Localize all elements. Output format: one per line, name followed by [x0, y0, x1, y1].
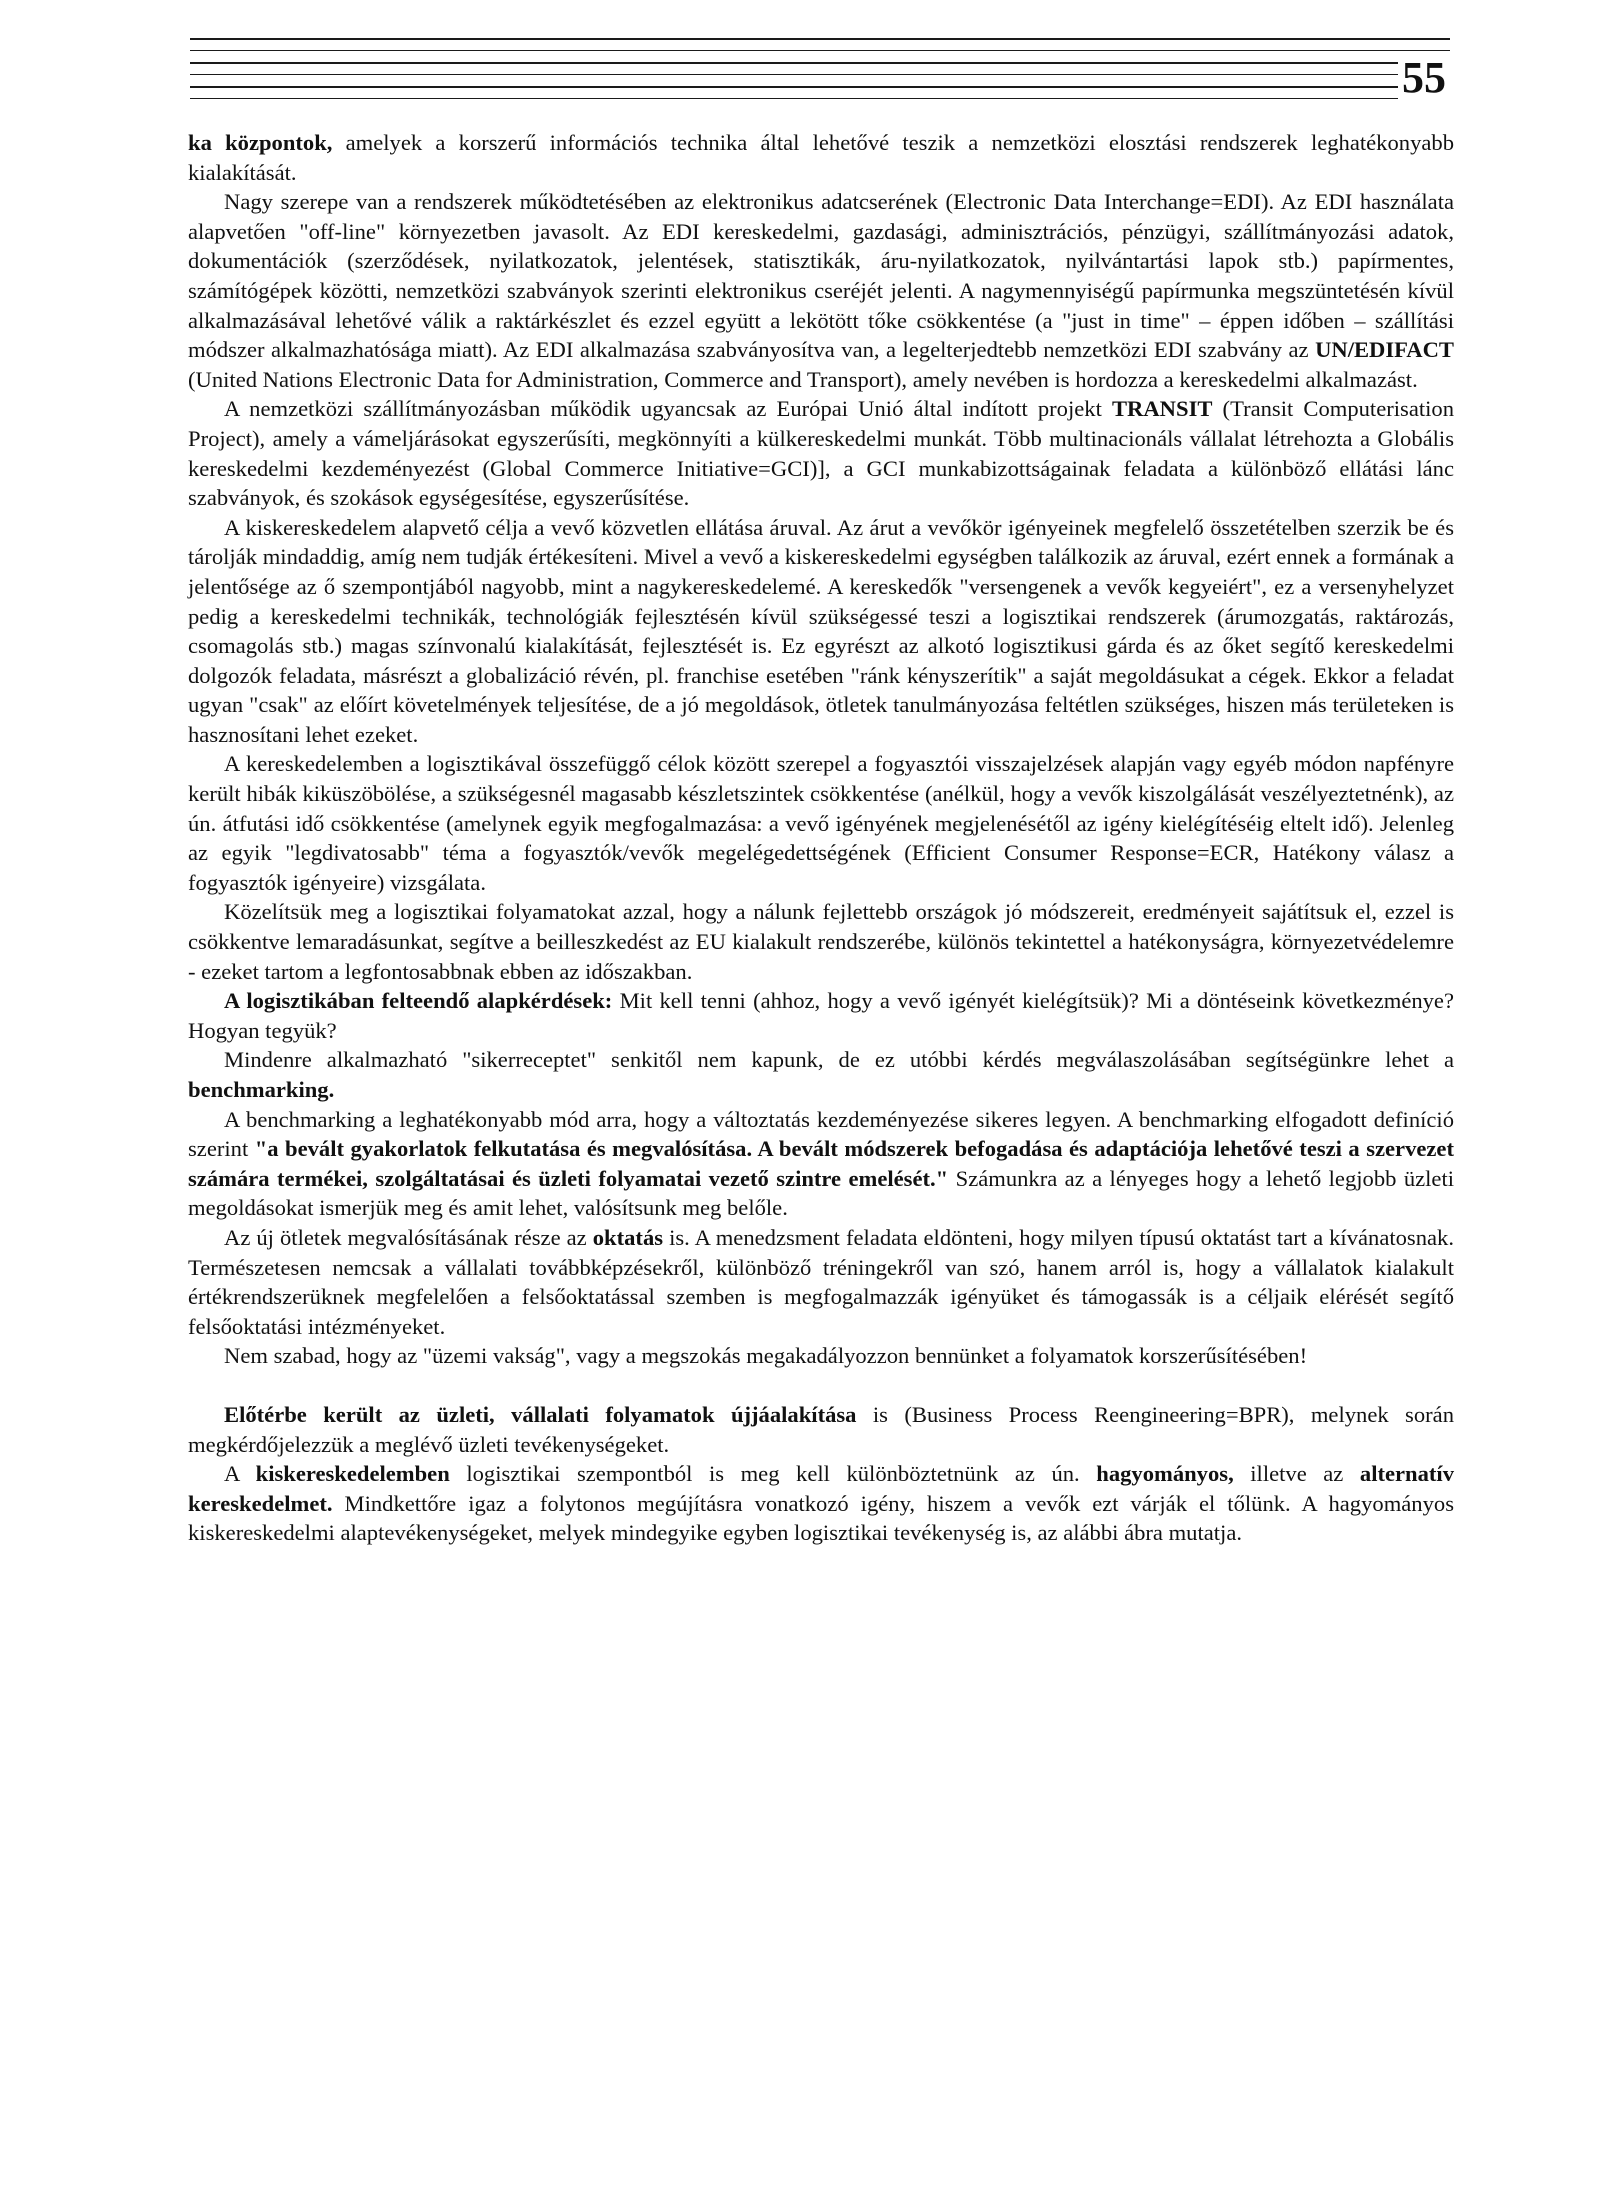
text-run: Közelítsük meg a logisztikai folyamatokat azzal, hogy a nálunk fejlettebb országok jó módszereit, eredményeit sajátítsuk el, ezzel is csökkentve lemaradásunkat, segítve a beilleszkedést az EU kialakult rendszerébe, különös tekintettel a hatékonyságra, környezetvédelemre - ezeket tartom a legfontosabbnak ebben az időszakban.: [188, 899, 1454, 984]
text-run: is (Business Process Reengineering=BPR), melynek során megkérdőjelezzük a meglévő üzleti tevékenységeket.: [188, 1401, 1455, 1457]
text-run: Nem szabad, hogy az "üzemi vakság", vagy a megszokás megakadályozzon bennünket a folyamatok korszerűsítésében!: [224, 1343, 1308, 1369]
paragraph: [188, 187, 1454, 394]
body-text: [188, 128, 1454, 1548]
text-run: Mit kell tenni (ahhoz, hogy a vevő igényét kielégítsük)? Mi a döntéseink következménye? Hogyan tegyük?: [188, 988, 1454, 1043]
bold-term: "a bevált gyakorlatok felkutatása és megvalósítása. A bevált módszerek befogadása és adaptációja lehetővé teszi a szervezet számára termékei, szolgáltatásai és üzleti folyamatai vezető szintre emelését.": [188, 1136, 1454, 1191]
paragraph: [188, 749, 1454, 897]
text-run: Mindkettőre igaz a folytonos megújításra vonatkozó igény, hiszem a vevők ezt várják el tőlünk. A hagyományos kiskereskedelmi alaptevékenységeket, melyek mindegyike egyben logisztikai tevékenység is, az alábbi ábra mutatja.: [188, 1490, 1454, 1546]
header-rule: [190, 50, 1450, 51]
bold-term: ka központok,: [188, 130, 333, 155]
paragraph: [188, 897, 1454, 986]
text-run: is. A menedzsment feladata eldönteni, hogy milyen típusú oktatást tart a kívánatosnak. Természetesen nemcsak a vállalati továbbképzésekről, különböző tréningekről van szó, hanem arról is, hogy a vállalatok kialakult értékrendszerüknek megfelelően a felsőoktatással szemben is megfogalmazzák igényüket és támogassák is a céljaik elérését segítő felsőoktatási intézményeket.: [188, 1224, 1454, 1339]
header-rule: [190, 38, 1450, 40]
header-rule: [190, 62, 1450, 64]
text-run: Mindenre alkalmazható "sikerreceptet" senkitől nem kapunk, de ez utóbbi kérdés megválaszolásában segítségünkre lehet a: [224, 1047, 1454, 1073]
paragraph: [188, 1045, 1454, 1104]
text-run: A kiskereskedelem alapvető célja a vevő közvetlen ellátása áruval. Az árut a vevőkör igényeinek megfelelő összetételben szerzik be és tárolják mindaddig, amíg nem tudják értékesíteni. Mivel a vevő a kiskereskedelmi egységben találkozik az áruval, ezért ennek a formának a jelentősége az ő szempontjából nagyobb, mint a nagykereskedelemé. A kereskedők "versengenek a vevők kegyeiért", ez a versenyhelyzet pedig a kereskedelmi technikák, technológiák fejlesztésén kívül szükségessé teszi a logisztikai rendszerek (árumozgatás, raktározás, csomagolás stb.) magas színvonalú kialakítását, fejlesztését is. Ez egyrészt az alkotó logisztikusi gárda és az őket segítő kereskedelmi dolgozók feladata, másrészt a globalizáció révén, pl. franchise esetében "ránk kényszerítik" a saját megoldásukat a cégek. Ekkor a feladat ugyan "csak" az előírt követelmények teljesítése, de a jó megoldások, ötletek tanulmányozása feltétlen szükséges, hiszen más területeken is hasznosítani lehet ezeket.: [188, 514, 1454, 747]
text-run: logisztikai szempontból is meg kell különböztetnünk az ún.: [449, 1461, 1097, 1487]
paragraph: [188, 128, 1454, 187]
text-run: A: [224, 1461, 256, 1487]
running-header: [190, 28, 1450, 108]
bold-term: alternatív kereskedelmet.: [188, 1461, 1455, 1516]
bold-term: kiskereskedelemben: [255, 1461, 450, 1487]
bold-term: benchmarking.: [188, 1077, 335, 1102]
paragraph: [188, 1223, 1454, 1341]
text-run: A nemzetközi szállítmányozásban működik ugyancsak az Európai Unió által indított projekt: [224, 396, 1112, 422]
bold-term: Előtérbe került az üzleti, vállalati folyamatok újjáalakítása: [224, 1401, 857, 1427]
paragraph: [188, 1459, 1454, 1548]
paragraph: [188, 1341, 1454, 1371]
paragraph: [188, 986, 1454, 1045]
text-run: Az új ötletek megvalósításának része az: [224, 1224, 593, 1250]
text-run: amelyek a korszerű információs technika által lehetővé teszik a nemzetközi elosztási rendszerek leghatékonyabb kialakítását.: [188, 130, 1454, 185]
paragraph: [188, 1400, 1454, 1459]
paragraph: [188, 394, 1454, 512]
text-run: Számunkra az a lényeges hogy a lehető legjobb üzleti megoldásokat ismerjük meg és amit lehet, valósítsunk meg belőle.: [188, 1165, 1455, 1221]
bold-term: hagyományos,: [1096, 1461, 1234, 1487]
text-run: (United Nations Electronic Data for Administration, Commerce and Transport), amely nevében is hordozza a kereskedelmi alkalmazást.: [188, 366, 1418, 392]
text-run: illetve az: [1233, 1461, 1360, 1487]
header-rule: [190, 86, 1450, 88]
bold-term: UN/EDIFACT: [1315, 337, 1454, 363]
text-run: Nagy szerepe van a rendszerek működtetésében az elektronikus adatcserének (Electronic Data Interchange=EDI). Az EDI használata alapvetően "off-line" környezetben javasolt. Az EDI kereskedelmi, gazdasági, adminisztrációs, pénzügyi, szállítmányozási adatok, dokumentációk (szerződések, nyilatkozatok, jelentések, statisztikák, áru-nyilatkozatok, nyilvántartási lapok stb.) papírmentes, számítógépek közötti, nemzetközi szabványok szerinti elektronikus cseréjét jelenti. A nagymennyiségű papírmunka megszüntetésén kívül alkalmazásával lehetővé válik a raktárkészlet és ezzel együtt a lekötött tőke csökkentése (a "just in time" – éppen időben – szállítási módszer alkalmazhatósága miatt). Az EDI alkalmazása szabványosítva van, a legelterjedtebb nemzetközi EDI szabvány az: [188, 189, 1454, 363]
bold-term: oktatás: [592, 1224, 664, 1250]
paragraph: [188, 1105, 1454, 1223]
bold-term: A logisztikában felteendő alapkérdések:: [224, 988, 613, 1014]
page-number: 55: [1398, 56, 1450, 100]
header-rule: [190, 98, 1450, 99]
header-rule: [190, 74, 1450, 75]
text-run: A kereskedelemben a logisztikával összefüggő célok között szerepel a fogyasztói visszajelzések alapján vagy egyéb módon napfényre került hibák kiküszöbölése, a szükségesnél magasabb készletszintek csökkentése (anélkül, hogy a vevők kiszolgálását veszélyeztetnénk), az ún. átfutási idő csökkentése (amelynek egyik megfogalmazása: a vevő igényének megjelenésétől az igény kielégítéséig eltelt idő). Jelenleg az egyik "legdivatosabb" téma a fogyasztók/vevők megelégedettségének (Efficient Consumer Response=ECR, Hatékony válasz a fogyasztók igényeire) vizsgálata.: [188, 751, 1454, 895]
text-run: (Transit Computerisation Project), amely a vámeljárásokat egyszerűsíti, megkönnyíti a külkereskedelmi munkát. Több multinacionáls vállalat létrehozta a Globális kereskedelmi kezdeményezést (Global Commerce Initiative=GCI)], a GCI munkabizottságainak feladata a különböző ellátási lánc szabványok, és szokások egységesítése, egyszerűsítése.: [188, 396, 1454, 511]
paragraph: [188, 513, 1454, 750]
bold-term: TRANSIT: [1111, 396, 1213, 422]
text-run: A benchmarking a leghatékonyabb mód arra, hogy a változtatás kezdeményezése sikeres legyen. A benchmarking elfogadott definíció szerint: [188, 1106, 1454, 1162]
